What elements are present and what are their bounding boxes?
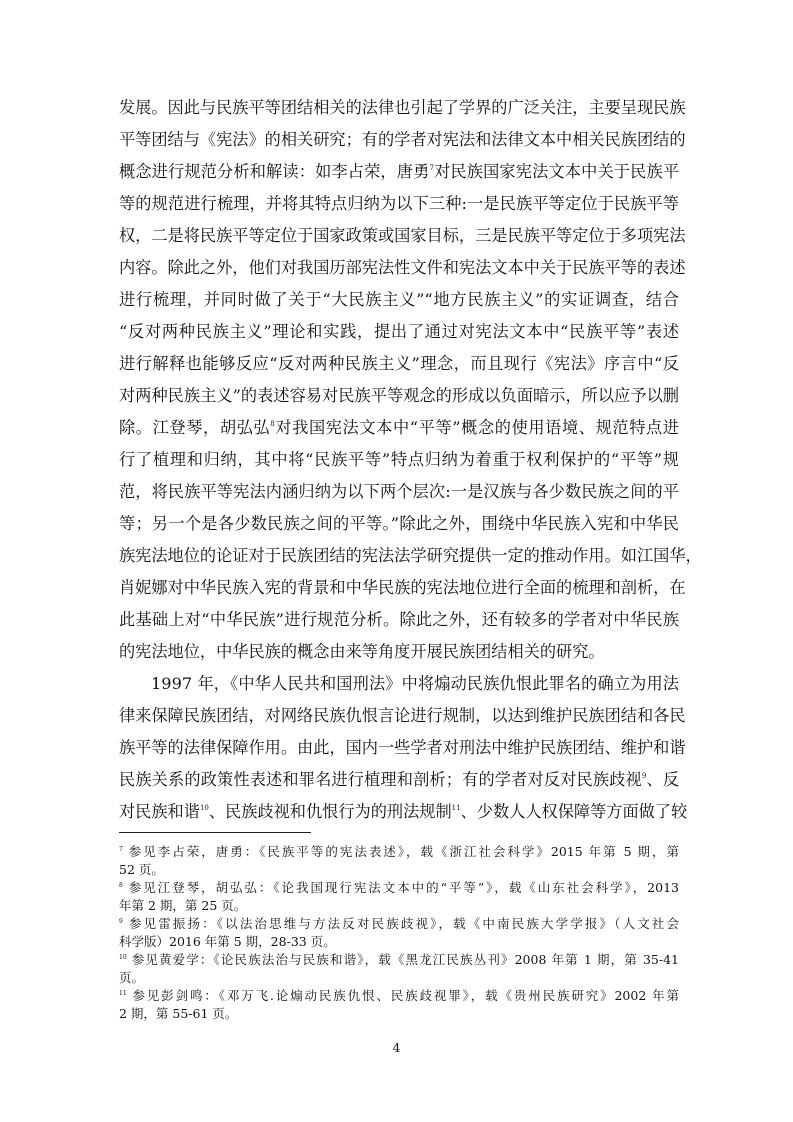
footnote-number: 8 xyxy=(119,882,123,889)
paragraph-line: 此基础上对“中华民族”进行规范分析。除此之外，还有较多的学者对中华民族 xyxy=(119,610,679,629)
line-text: 、少数人人权保障等方面做了较 xyxy=(460,802,688,821)
footnote-text: 参见雷振扬：《以法治思维与方法反对民族歧视》，载《中南民族大学学报》（人文社会 xyxy=(128,916,679,931)
body-text xyxy=(119,92,702,828)
footnote-line: 52 页。 xyxy=(119,862,164,877)
paragraph-line: 族平等的法律保障作用。由此，国内一些学者对刑法中维护民族团结、维护和谐 xyxy=(119,738,686,757)
paragraph-line: 范，将民族平等宪法内涵归纳为以下两个层次:一是汉族与各少数民族之间的平 xyxy=(119,482,679,501)
footnote-number: 9 xyxy=(119,918,123,925)
paragraph-line xyxy=(119,796,688,828)
footnotes xyxy=(119,843,679,1023)
paragraph-line: 1997 年，《中华人民共和国刑法》中将煽动民族仇恨此罪名的确立为用法 xyxy=(151,674,679,693)
footnote-ref: 9 xyxy=(641,772,647,780)
footnote-number: 10 xyxy=(119,954,127,961)
line-text: 除。江登琴，胡弘弘 xyxy=(119,418,271,437)
footnote-line xyxy=(119,915,679,933)
paragraph-line: 肖妮娜对中华民族入宪的背景和中华民族的宪法地位进行全面的梳理和剖析，在 xyxy=(119,578,686,597)
paragraph-line xyxy=(119,764,679,796)
paragraph-line: 律来保障民族团结，对网络民族仇恨言论进行规制，以达到维护民族团结和各民 xyxy=(119,706,686,725)
footnote-text: 参见江登琴，胡弘弘：《论我国现行宪法文本中的“平等”》，载《山东社会科学》，2013 xyxy=(128,880,679,895)
paragraph-line: 权，二是将民族平等定位于国家政策或国家目标，三是民族平等定位于多项宪法 xyxy=(119,226,686,245)
footnote-text: 参见黄爱学：《论民族法治与民族和谐》，载《黑龙江民族丛刊》2008 年第 1 期，第 35-41 xyxy=(131,952,679,967)
line-text: 对民族国家宪法文本中关于民族平 xyxy=(433,162,680,181)
line-text: 、反 xyxy=(646,770,680,789)
paragraph-line: 行了植理和归纳，其中将“民族平等”特点归纳为着重于权利保护的“平等”规 xyxy=(119,450,679,469)
paragraph-line: 的宪法地位，中华民族的概念由来等角度开展民族团结相关的研究。 xyxy=(119,642,605,661)
footnote-ref: 11 xyxy=(451,804,461,812)
line-text: 民族关系的政策性表述和罪名进行植理和剖析；有的学者对反对民族歧视 xyxy=(119,770,642,789)
paragraph-line: 平等团结与《宪法》的相关研究；有的学者对宪法和法律文本中相关民族团结的 xyxy=(119,130,686,149)
footnote-line: 科学版）2016 年第 5 期，28-33 页。 xyxy=(119,934,336,949)
paragraph-line xyxy=(119,412,679,444)
line-text: 对民族和谐 xyxy=(119,802,200,821)
footnote-ref: 7 xyxy=(429,164,434,172)
paragraph-line: 进行解释也能够反应“反对两种民族主义”理念，而且现行《宪法》序言中“反 xyxy=(119,354,679,373)
paragraph-line: 发展。因此与民族平等团结相关的法律也引起了学界的广泛关注，主要呈现民族 xyxy=(119,98,686,117)
footnote-line xyxy=(119,879,679,897)
footnote-line: 页。 xyxy=(119,970,145,985)
paragraph-line: 对两种民族主义”的表述容易对民族平等观念的形成以负面暗示，所以应予以删 xyxy=(119,386,679,405)
paragraph-line: 内容。除此之外，他们对我国历部宪法性文件和宪法文本中关于民族平等的表述 xyxy=(119,258,686,277)
paragraph-line: 等；另一个是各少数民族之间的平等。”除此之外，围绕中华民族入宪和中华民 xyxy=(119,514,679,533)
paragraph-line xyxy=(119,156,679,188)
line-text: 概念进行规范分析和解读：如李占荣，唐勇 xyxy=(119,162,430,181)
footnote-separator xyxy=(119,832,311,833)
footnote-line: 2 期，第 55-61 页。 xyxy=(119,1006,238,1021)
footnote-line xyxy=(119,987,679,1005)
footnote-line xyxy=(119,951,679,969)
paragraph-line: 族宪法地位的论证对于民族团结的宪法法学研究提供一定的推动作用。如江国华， xyxy=(119,546,702,565)
paragraph-line: 进行梳理，并同时做了关于“大民族主义”“地方民族主义”的实证调查，结合 xyxy=(119,290,679,309)
line-text: 对我国宪法文本中“平等”概念的使用语境、规范特点进 xyxy=(274,418,679,437)
footnote-text: 参见李占荣，唐勇：《民族平等的宪法表述》，载《浙江社会科学》2015 年第 5 期，第 xyxy=(128,844,679,859)
footnote-ref: 10 xyxy=(199,804,209,812)
line-text: 、民族歧视和仇恨行为的刑法规制 xyxy=(208,802,452,821)
footnote-line xyxy=(119,843,679,861)
footnote-number: 7 xyxy=(119,846,123,853)
footnote-line: 年第 2 期，第 25 页。 xyxy=(119,898,247,913)
footnote-number: 11 xyxy=(119,990,127,997)
paragraph-line: “反对两种民族主义”理论和实践，提出了通过对宪法文本中“民族平等”表述 xyxy=(119,322,679,341)
page-number: 4 xyxy=(392,1040,401,1055)
paragraph-line: 等的规范进行梳理，并将其特点归纳为以下三种:一是民族平等定位于民族平等 xyxy=(119,194,679,213)
footnote-ref: 8 xyxy=(270,420,275,428)
footnote-text: 参见彭剑鸣：《邓万飞.论煽动民族仇恨、民族歧视罪》，载《贵州民族研究》2002 年第 xyxy=(132,988,679,1003)
